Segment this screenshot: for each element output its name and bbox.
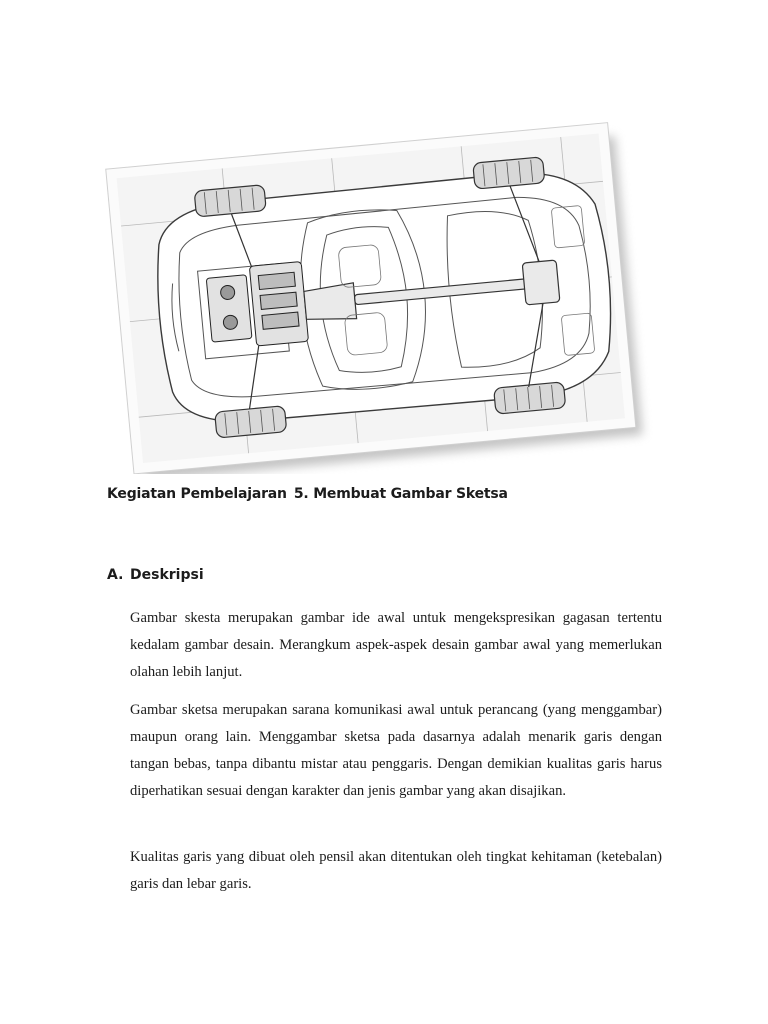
paragraph-1: Gambar skesta merupakan gambar ide awal untuk mengekspresikan gagasan tertentu kedalam gambar desain. Merangkum aspek-aspek desain gambar awal yang memerlukan olahan lebih lanjut. [130,610,662,680]
car-chassis-sketch-icon [104,104,664,474]
lesson-label: Kegiatan Pembelajaran [107,486,287,502]
section-letter: A. [107,567,124,583]
paragraph-2: Gambar sketsa merupakan sarana komunikasi awal untuk perancang (yang menggambar) maupun orang lain. Menggambar sketsa pada dasarnya adalah menarik garis dengan tangan bebas, tanpa dibantu mistar atau penggaris. Dengan demikian kualitas garis harus diperhatikan sesuai dengan karakter dan jenis gambar yang akan disajikan. [130,702,662,799]
lesson-title: Membuat Gambar Sketsa [313,486,508,502]
section-title: Deskripsi [130,567,204,583]
lesson-heading [107,486,508,502]
car-sketch-figure [104,104,664,474]
paragraph-3: Kualitas garis yang dibuat oleh pensil akan ditentukan oleh tingkat kehitaman (ketebalan) garis dan lebar garis. [130,849,662,892]
section-heading [107,567,204,583]
lesson-number: 5. [293,486,309,502]
